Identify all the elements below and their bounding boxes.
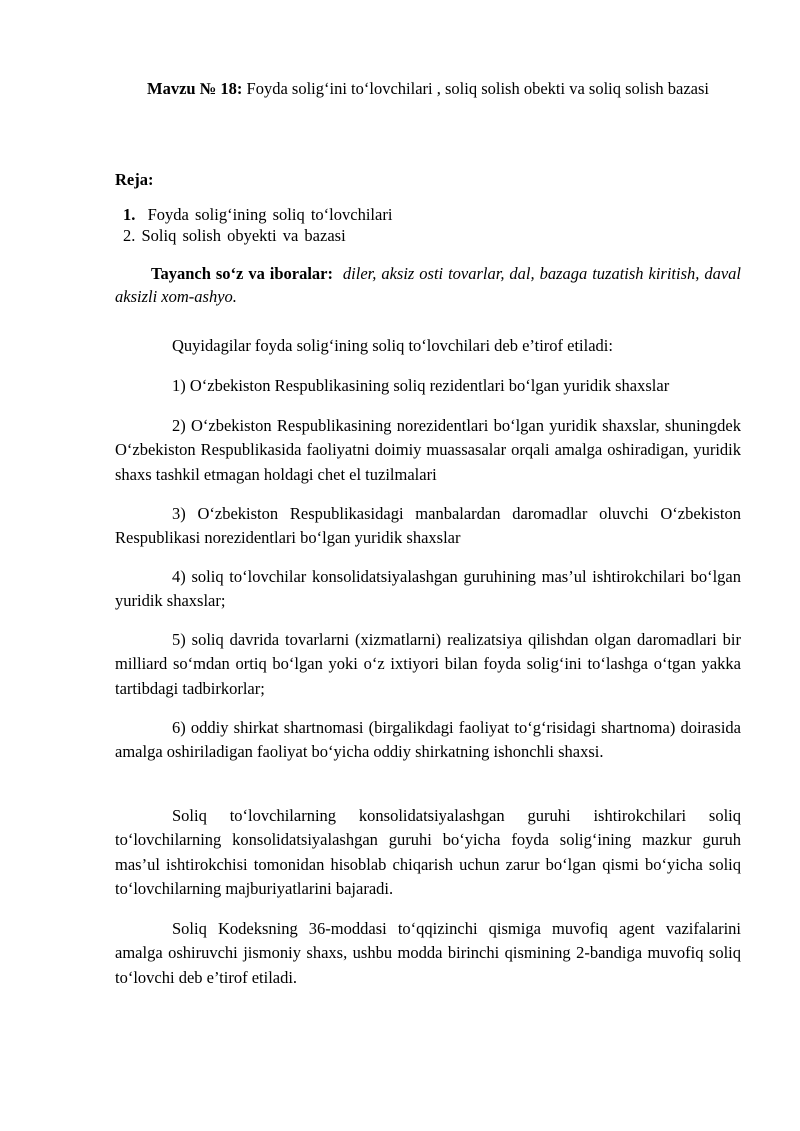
keywords-block	[115, 262, 741, 308]
document-title	[115, 77, 741, 100]
title-prefix: Mavzu № 18:	[147, 79, 243, 98]
plan-item-text: Soliq solish obyekti va bazasi	[141, 226, 346, 245]
body-paragraph: 6) oddiy shirkat shartnomasi (birgalikdagi faoliyat to‘g‘risidagi shartnoma) doirasida amalga oshiriladigan faoliyat bo‘yicha oddiy shirkatning ishonchli shaxsi.	[115, 718, 741, 762]
plan-item-text: Foyda solig‘ining soliq to‘lovchilari	[147, 205, 393, 224]
body-paragraph: 5) soliq davrida tovarlarni (xizmatlarni) realizatsiya qilishdan olgan daromadlari bir milliard so‘mdan ortiq bo‘lgan yoki o‘z ixtiyori bilan foyda solig‘ini to‘lashga o‘tgan yakka tartibdagi tadbirkorlar;	[115, 630, 741, 698]
body-paragraph: Soliq Kodeksning 36-moddasi to‘qqizinchi qismiga muvofiq agent vazifalarini amalga oshiruvchi jismoniy shaxs, ushbu modda birinchi qismining 2-bandiga muvofiq soliq to‘lovchi deb e’tirof etiladi.	[115, 919, 741, 987]
body-paragraph: 3) O‘zbekiston Respublikasidagi manbalardan daromadlar oluvchi O‘zbekiston Respublikasi norezidentlari bo‘lgan yuridik shaxslar	[115, 504, 741, 548]
plan-heading: Reja:	[115, 170, 154, 189]
plan-item	[123, 204, 392, 225]
body-paragraph: 2) O‘zbekiston Respublikasining norezidentlari bo‘lgan yuridik shaxslar, shuningdek O‘zbekiston Respublikasida faoliyatni doimiy muassasalar orqali amalga oshiradigan, yuridik shaxs tashkil etmagan holdagi chet el tuzilmalari	[115, 416, 741, 484]
body-paragraph: Quyidagilar foyda solig‘ining soliq to‘lovchilari deb e’tirof etiladi:	[172, 336, 613, 355]
body-paragraph: 4) soliq to‘lovchilar konsolidatsiyalashgan guruhining mas’ul ishtirokchilari bo‘lgan yuridik shaxslar;	[115, 567, 741, 611]
title-text: Foyda solig‘ini to‘lovchilari , soliq solish obekti va soliq solish bazasi	[246, 79, 709, 98]
body-paragraph: Soliq to‘lovchilarning konsolidatsiyalashgan guruhi ishtirokchilari soliq to‘lovchilarning konsolidatsiyalashgan guruhi bo‘yicha foyda solig‘ining mazkur guruh mas’ul ishtirokchisi tomonidan hisoblab chiqarish uchun zarur bo‘lgan qismi bo‘yicha soliq to‘lovchilarning majburiyatlarini bajaradi.	[115, 806, 741, 898]
plan-item	[123, 225, 392, 246]
plan-item-number: 1.	[123, 205, 136, 224]
plan-item-number: 2.	[123, 226, 136, 245]
body-paragraph: 1) O‘zbekiston Respublikasining soliq rezidentlari bo‘lgan yuridik shaxslar	[172, 376, 670, 395]
plan-list	[123, 204, 392, 246]
keywords-label: Tayanch so‘z va iboralar:	[151, 264, 334, 283]
keywords-text: diler, aksiz osti tovarlar, dal, bazaga tuzatish kiritish, daval aksizli xom-ashyo.	[115, 264, 741, 306]
